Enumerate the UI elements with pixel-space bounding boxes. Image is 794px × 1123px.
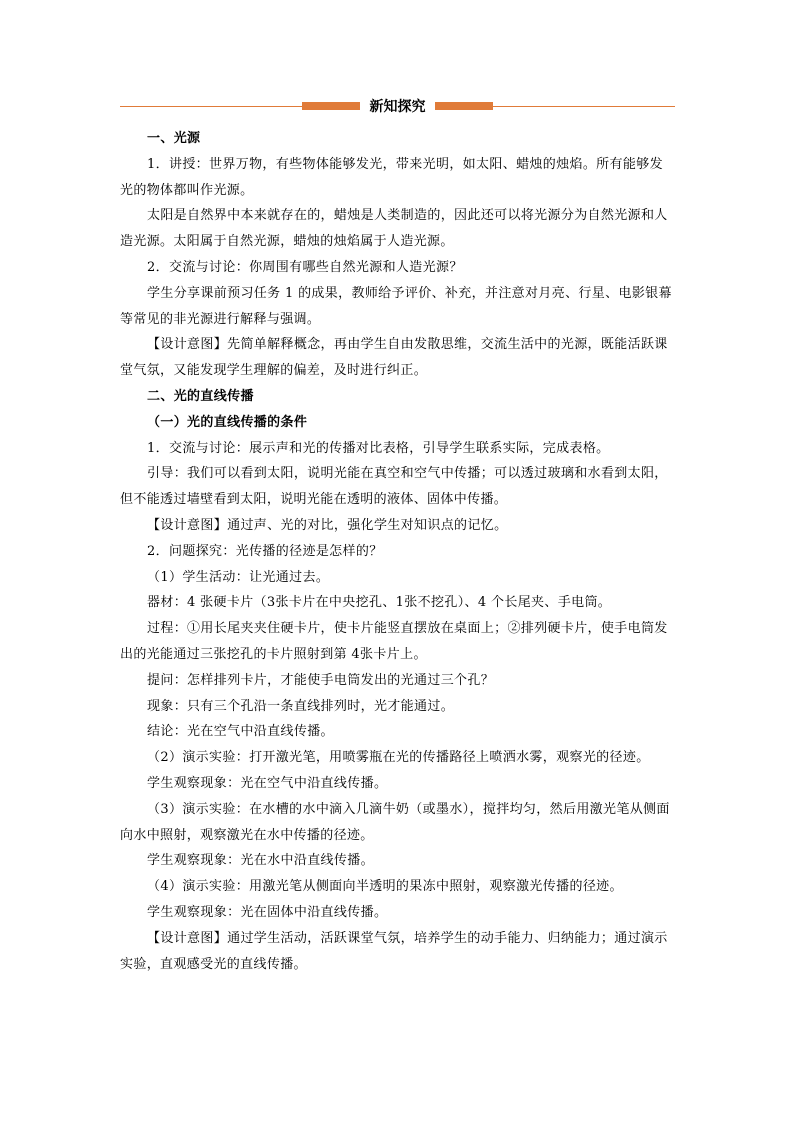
paragraph: （1）学生活动：让光通过去。	[147, 569, 330, 585]
paragraph: 学生观察现象：光在固体中沿直线传播。	[147, 904, 388, 920]
design-intent: 【设计意图】通过声、光的对比，强化学生对知识点的记忆。	[147, 517, 508, 533]
banner-rule-right	[493, 106, 675, 107]
paragraph: （3）演示实验：在水槽的水中滴入几滴牛奶（或墨水），搅拌均匀，然后用激光笔从侧面向水中照射，观察激光在水中传播的径迹。	[120, 801, 670, 843]
paragraph: 1．讲授：世界万物，有些物体能够发光，带来光明，如太阳、蜡烛的烛焰。所有能够发光的物体都叫作光源。	[120, 156, 663, 198]
paragraph: 2．交流与讨论：你周围有哪些自然光源和人造光源？	[147, 259, 463, 275]
banner-title: 新知探究	[369, 99, 426, 115]
paragraph: 2．问题探究：光传播的径迹是怎样的？	[147, 543, 383, 559]
paragraph: 太阳是自然界中本来就存在的，蜡烛是人类制造的，因此还可以将光源分为自然光源和人造光源。太阳属于自然光源，蜡烛的烛焰属于人造光源。	[120, 208, 668, 250]
paragraph: 1．交流与讨论：展示声和光的传播对比表格，引导学生联系实际，完成表格。	[147, 440, 610, 456]
heading-straight-propagation: 二、光的直线传播	[147, 388, 254, 404]
document-body	[120, 126, 675, 977]
paragraph: （2）演示实验：打开激光笔，用喷雾瓶在光的传播路径上喷洒水雾，观察光的径迹。	[147, 750, 650, 766]
paragraph: 提问：怎样排列卡片，才能使手电筒发出的光通过三个孔？	[147, 672, 495, 688]
paragraph: （4）演示实验：用激光笔从侧面向半透明的果冻中照射，观察激光传播的径迹。	[147, 879, 623, 895]
banner-bar-right	[435, 102, 493, 110]
paragraph: 过程：①用长尾夹夹住硬卡片，使卡片能竖直摆放在桌面上；②排列硬卡片，使手电筒发出的光能通过三张挖孔的卡片照射到第 4张卡片上。	[120, 621, 668, 662]
paragraph: 引导：我们可以看到太阳，说明光能在真空和空气中传播；可以透过玻璃和水看到太阳，但不能透过墙壁看到太阳，说明光能在透明的液体、固体中传播。	[120, 466, 668, 508]
paragraph: 学生观察现象：光在水中沿直线传播。	[147, 853, 374, 869]
design-intent: 【设计意图】先简单解释概念，再由学生自由发散思维，交流生活中的光源，既能活跃课堂气氛，又能发现学生理解的偏差，及时进行纠正。	[120, 337, 668, 379]
paragraph: 学生分享课前预习任务 1 的成果，教师给予评价、补充，并注意对月亮、行星、电影银幕等常见的非光源进行解释与强调。	[120, 285, 672, 327]
section-banner	[120, 96, 675, 118]
subheading-conditions: （一）光的直线传播的条件	[147, 414, 308, 430]
paragraph: 学生观察现象：光在空气中沿直线传播。	[147, 775, 388, 791]
paragraph: 现象：只有三个孔沿一条直线排列时，光才能通过。	[147, 698, 455, 714]
paragraph: 结论：光在空气中沿直线传播。	[147, 724, 334, 740]
banner-rule-left	[120, 106, 302, 107]
paragraph: 器材：4 张硬卡片（3张卡片在中央挖孔、1张不挖孔）、4 个长尾夹、手电筒。	[147, 595, 612, 611]
heading-light-source: 一、光源	[147, 131, 201, 146]
banner-bar-left	[302, 102, 360, 110]
design-intent: 【设计意图】通过学生活动，活跃课堂气氛，培养学生的动手能力、归纳能力；通过演示实验，直观感受光的直线传播。	[120, 930, 668, 972]
